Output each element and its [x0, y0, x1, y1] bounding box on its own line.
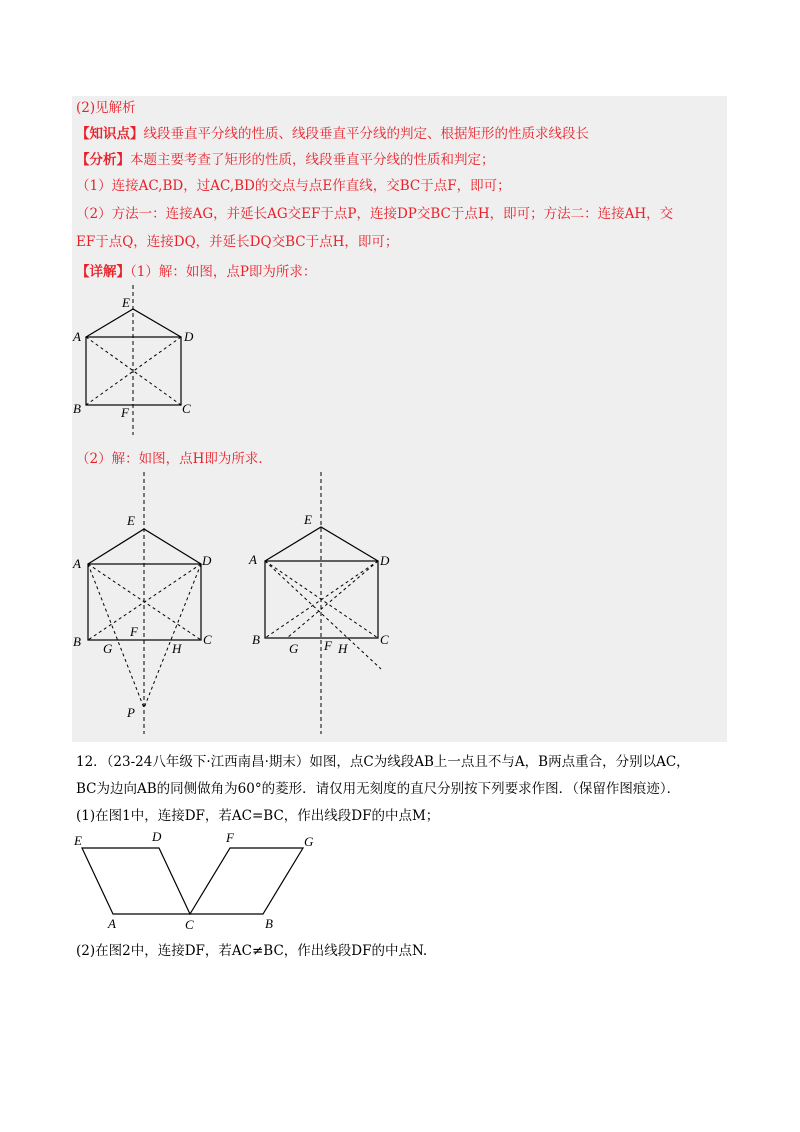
- fig1-label-e: E: [122, 295, 130, 310]
- fig2-label-f: F: [130, 624, 138, 639]
- fig2-label-e: E: [127, 513, 135, 528]
- fig2-line-dp: [144, 564, 201, 708]
- analysis-tag: 【分析】: [76, 152, 130, 168]
- question-line-2: BC为边向AB的同侧做角为60°的菱形．请仅用无刻度的直尺分别按下列要求作图．（保留作图痕迹）．: [76, 781, 681, 797]
- part2-line: （2）解：如图，点H即为所求．: [76, 451, 272, 467]
- fig3-label-e: E: [304, 512, 312, 527]
- detail-tag: 【详解】: [76, 264, 130, 280]
- figure-3: [245, 472, 395, 734]
- knowledge-point-line: [76, 124, 589, 144]
- fig3-label-f: F: [324, 638, 332, 653]
- fig4-label-g: G: [304, 834, 314, 849]
- fig1-label-f: F: [121, 405, 129, 420]
- analysis-text: 本题主要考查了矩形的性质，线段垂直平分线的性质和判定；: [130, 152, 495, 168]
- fig3-label-h: H: [338, 641, 348, 656]
- fig3-label-b: B: [252, 632, 260, 647]
- fig4-label-a: A: [108, 916, 116, 931]
- question-line-1: 12．（23-24八年级下·江西南昌·期末）如图，点C为线段AB上一点且不与A，B两点重合，分别以AC，: [76, 754, 690, 770]
- fig2-label-b: B: [73, 634, 81, 649]
- fig1-label-c: C: [182, 401, 191, 416]
- question-line-4: (2)在图2中，连接DF，若AC≠BC，作出线段DF的中点N.: [76, 943, 428, 959]
- fig1-label-a: A: [73, 329, 81, 344]
- fig2-label-g: G: [103, 641, 113, 656]
- fig3-label-c: C: [380, 632, 389, 647]
- fig2-label-p: P: [127, 705, 135, 720]
- fig3-line-dg: [287, 561, 378, 638]
- detail-text: （1）解：如图，点P即为所求：: [130, 264, 317, 280]
- knowledge-tag: 【知识点】: [76, 126, 144, 142]
- fig4-rhombus-right: [190, 848, 303, 914]
- fig4-label-f: F: [226, 830, 234, 845]
- detail-line: [76, 262, 316, 282]
- fig1-label-b: B: [73, 401, 81, 416]
- fig4-label-e: E: [74, 833, 82, 848]
- knowledge-text: 线段垂直平分线的性质、线段垂直平分线的判定、根据矩形的性质求线段长: [143, 126, 589, 142]
- fig2-label-a: A: [73, 556, 81, 571]
- fig4-label-b: B: [265, 916, 273, 931]
- fig2-label-d: D: [202, 553, 212, 568]
- fig2-label-h: H: [172, 641, 182, 656]
- figure-2: [72, 472, 222, 734]
- fig3-label-a: A: [249, 552, 257, 567]
- fig4-label-c: C: [185, 917, 194, 932]
- figure-1: [70, 285, 210, 435]
- step1-line: （1）连接AC,BD，过AC,BD的交点与点E作直线，交BC于点F，即可；: [76, 178, 511, 194]
- fig3-line-ah: [265, 561, 381, 669]
- fig2-label-c: C: [203, 632, 212, 647]
- question-line-3: (1)在图1中，连接DF，若AC=BC，作出线段DF的中点M；: [76, 808, 440, 824]
- analysis-line: [76, 150, 495, 170]
- fig4-rhombus-left: [82, 848, 190, 914]
- step2-line2: EF于点Q，连接DQ，并延长DQ交BC于点H，即可；: [76, 234, 399, 250]
- answer-title: (2)见解析: [76, 100, 136, 116]
- figure-rhombi: [70, 826, 330, 936]
- step2-line1: （2）方法一：连接AG，并延长AG交EF于点P，连接DP交BC于点H，即可；方法二：连接AH，交: [76, 206, 674, 222]
- fig1-label-d: D: [184, 329, 194, 344]
- fig3-label-g: G: [289, 641, 299, 656]
- fig3-label-d: D: [380, 553, 390, 568]
- fig4-label-d: D: [152, 829, 162, 844]
